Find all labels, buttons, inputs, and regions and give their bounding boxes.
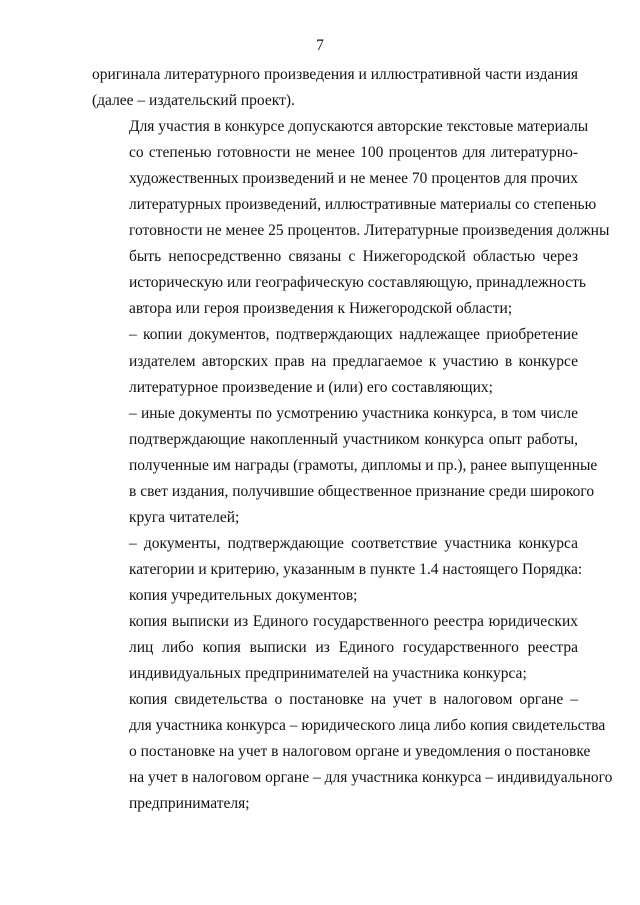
text-line: копия свидетельства о постановке на учет в налоговом органе – — [129, 691, 578, 709]
text-line: подтверждающие накопленный участником конкурса опыт работы, — [129, 430, 578, 448]
text-line: лиц либо копия выписки из Единого государственного реестра — [129, 639, 578, 657]
text-line: (далее – издательский проект). — [92, 92, 295, 110]
text-line: быть непосредственно связаны с Нижегородской областью через — [129, 248, 578, 266]
text-line: оригинала литературного произведения и иллюстративной части издания — [92, 66, 578, 83]
text-line: Для участия в конкурсе допускаются авторские текстовые материалы — [129, 118, 589, 136]
text-line: для участника конкурса – юридического лица либо копия свидетельства — [129, 717, 606, 735]
text-line: круга читателей; — [129, 508, 240, 526]
text-line: издателем авторских прав на предлагаемое к участию в конкурсе — [129, 352, 578, 370]
text-line: готовности не менее 25 процентов. Литературные произведения должны — [129, 222, 610, 240]
text-line: предпринимателя; — [129, 795, 250, 813]
paragraph-registry-extract — [92, 609, 578, 687]
paragraph-tax-registration — [92, 687, 613, 817]
document-body — [92, 62, 613, 817]
text-line: литературное произведение и (или) его составляющих; — [129, 378, 493, 396]
text-line: полученные им награды (грамоты, дипломы и пр.), ранее выпущенные — [129, 456, 598, 474]
paragraph-project-definition — [92, 62, 578, 114]
paragraph-compliance-documents — [92, 531, 583, 583]
text-line: – документы, подтверждающие соответствие участника конкурса — [129, 534, 578, 552]
text-line: о постановке на учет в налоговом органе и уведомления о постановке — [129, 743, 591, 761]
page-number: 7 — [316, 37, 324, 54]
text-line: на учет в налоговом органе – для участника конкурса – индивидуального — [129, 769, 613, 787]
text-line: категории и критерию, указанным в пункте 1.4 настоящего Порядка: — [129, 560, 583, 578]
paragraph-admission-requirements — [92, 114, 610, 322]
paragraph-founding-documents — [92, 583, 578, 609]
text-line: – копии документов, подтверждающих надлежащее приобретение — [129, 326, 578, 344]
text-line: в свет издания, получившие общественное признание среди широкого — [129, 482, 595, 500]
text-line: индивидуальных предпринимателей на участника конкурса; — [129, 665, 527, 683]
text-line: автора или героя произведения к Нижегородской области; — [129, 300, 513, 318]
text-line: художественных произведений и не менее 70 процентов для прочих — [129, 170, 578, 188]
paragraph-other-documents — [92, 401, 598, 531]
text-line: литературных произведений, иллюстративные материалы со степенью — [129, 196, 597, 214]
text-line: копия учредительных документов; — [129, 586, 358, 604]
text-line: – иные документы по усмотрению участника конкурса, в том числе — [129, 404, 578, 422]
text-line: со степенью готовности не менее 100 процентов для литературно- — [129, 144, 578, 162]
paragraph-copyright-documents — [92, 322, 578, 400]
text-line: копия выписки из Единого государственного реестра юридических — [129, 612, 578, 630]
text-line: историческую или географическую составляющую, принадлежность — [129, 274, 586, 292]
